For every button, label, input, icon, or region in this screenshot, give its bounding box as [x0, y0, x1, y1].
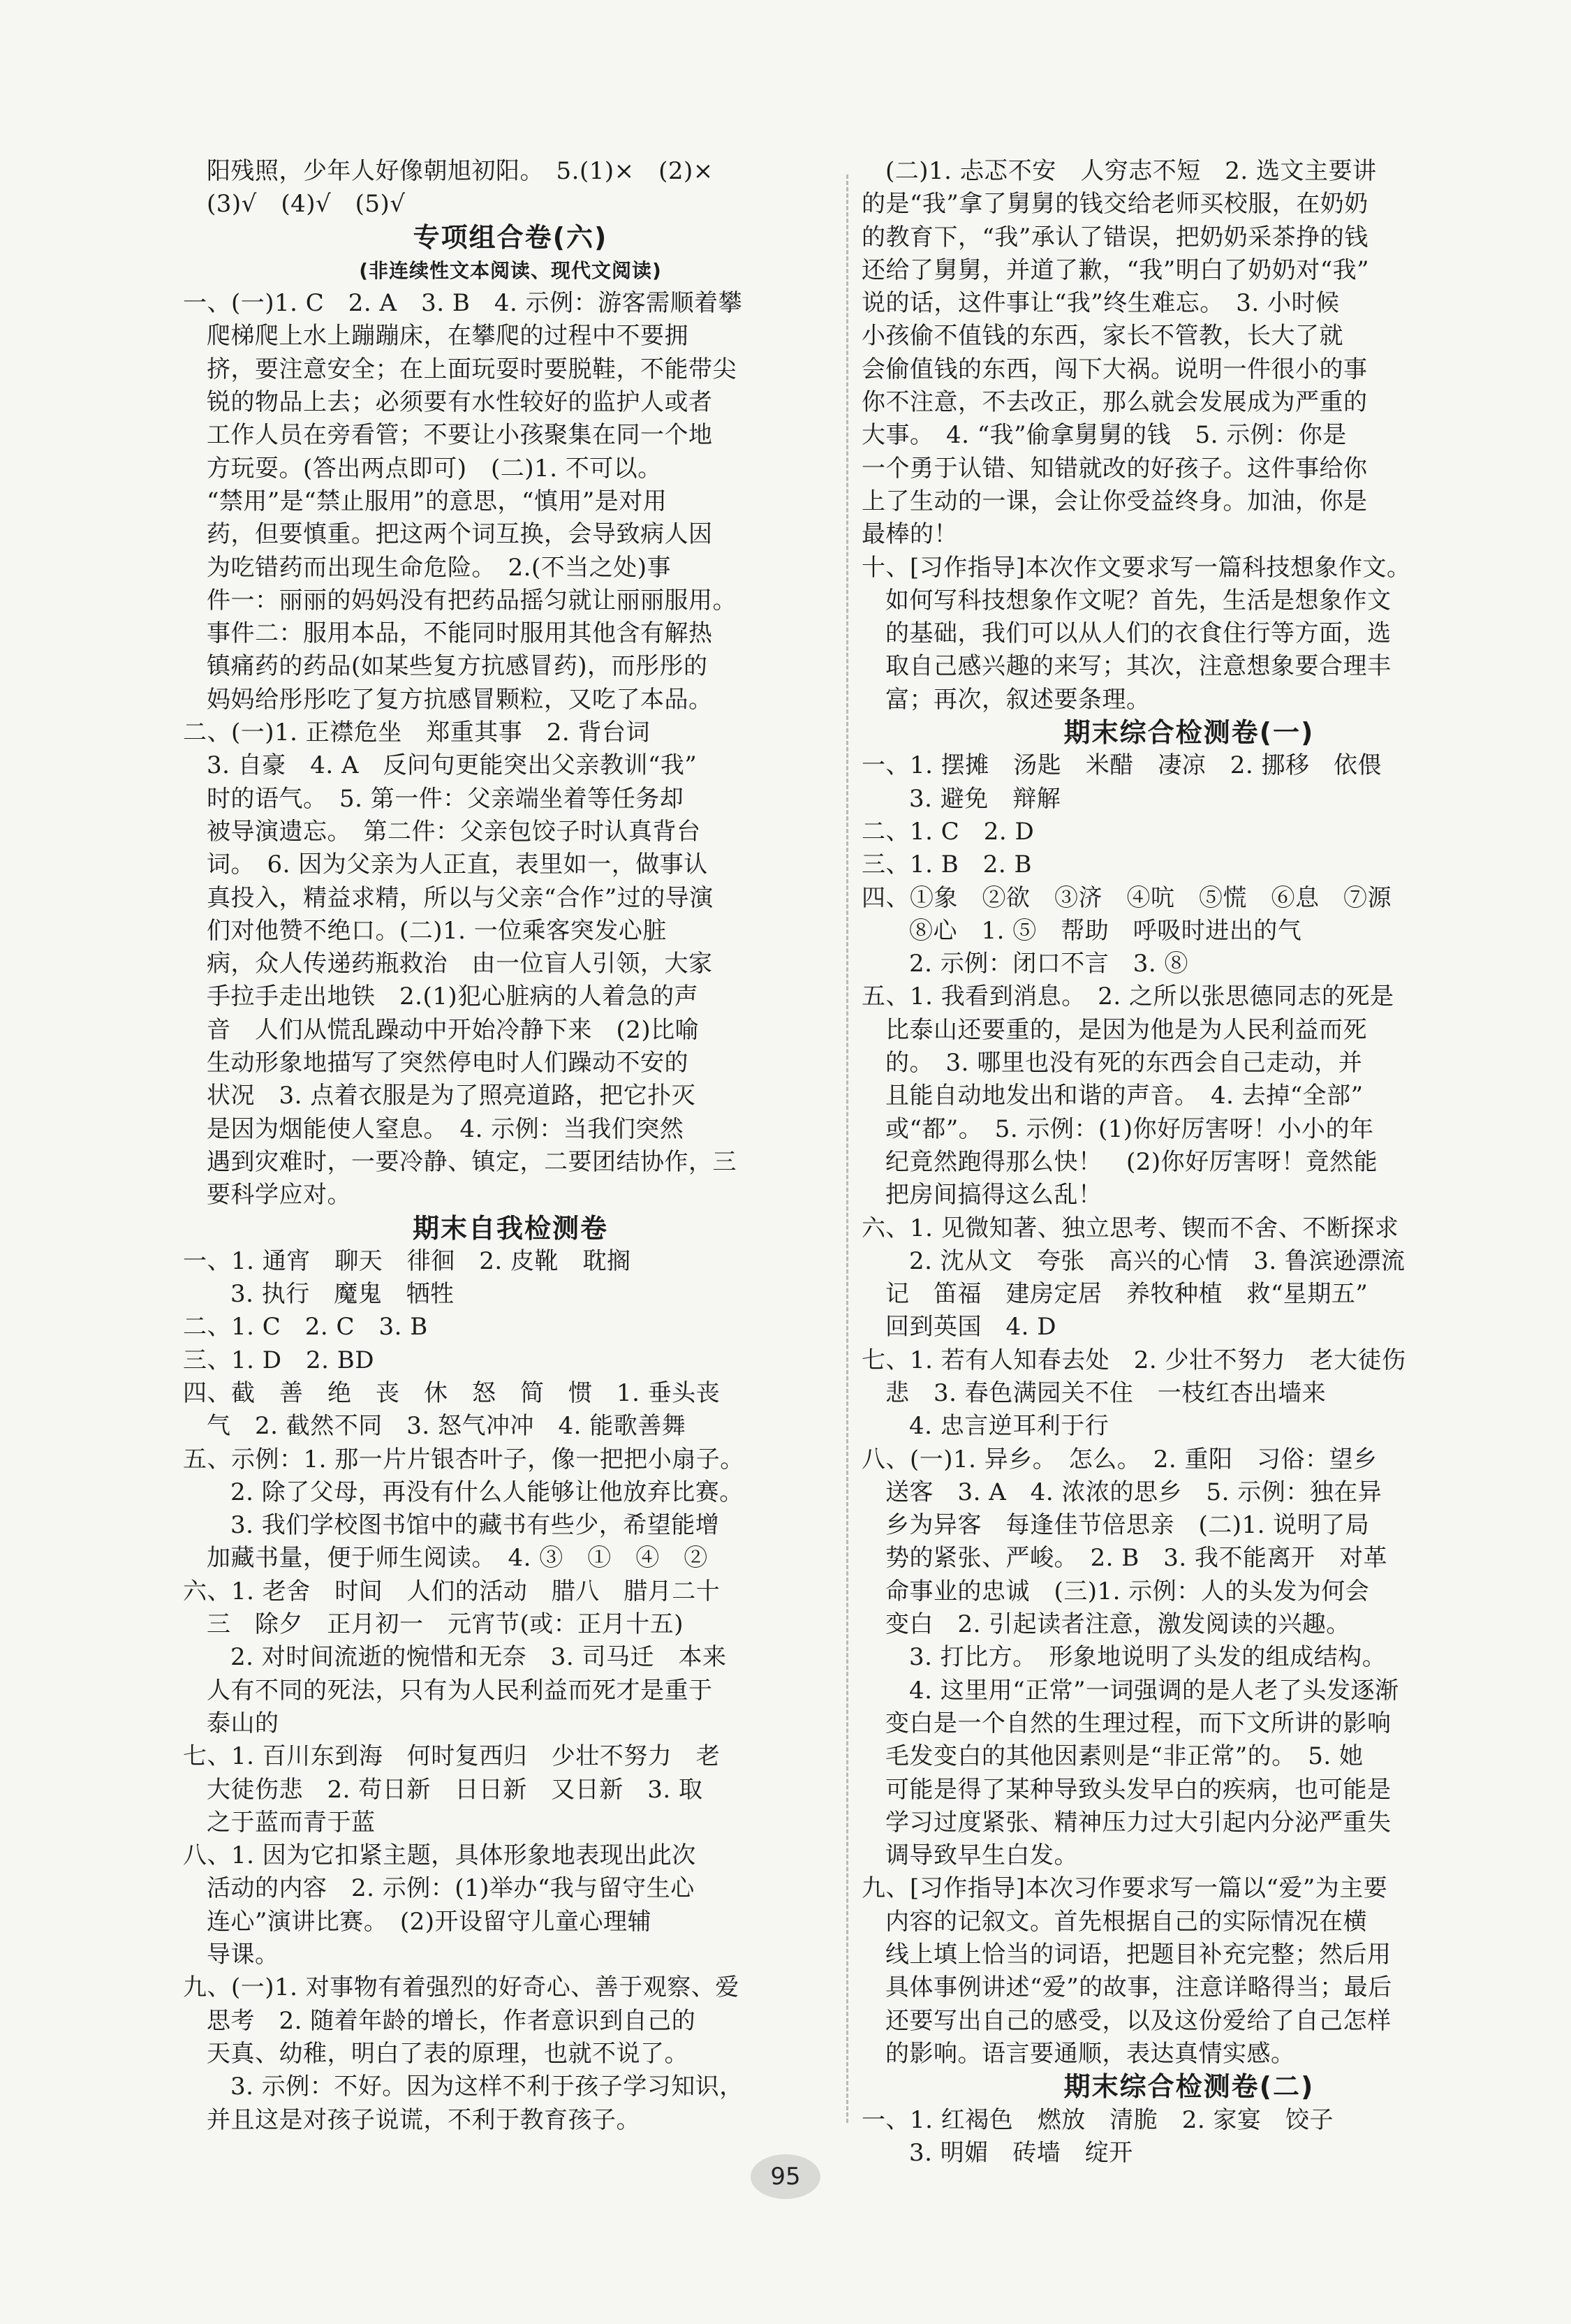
section-subheading-special-6: (非连续性文本阅读、现代文阅读): [359, 258, 662, 282]
section-body-final-comp-1: [862, 749, 1517, 2071]
text-line: 的。 3. 哪里也没有死的东西会自己走动，并: [885, 1049, 1363, 1078]
text-line: 四、截 善 绝 丧 休 怒 简 惯 1. 垂头丧: [183, 1378, 721, 1407]
text-line: 活动的内容 2. 示例：(1)举办“我与留守生心: [207, 1874, 695, 1903]
text-line: 件一：丽丽的妈妈没有把药品摇匀就让丽丽服用。: [207, 586, 737, 615]
text-line: 们对他赞不绝口。(二)1. 一位乘客突发心脏: [207, 916, 667, 945]
text-line: 悲 3. 春色满园关不住 一枝红杏出墙来: [885, 1378, 1327, 1407]
text-line: ⑧心 1. ⑤ 帮助 呼吸时进出的气: [909, 916, 1302, 945]
text-line: 2. 对时间流逝的惋惜和无奈 3. 司马迁 本来: [230, 1643, 727, 1672]
text-line: 会偷值钱的东西，闯下大祸。说明一件很小的事: [862, 355, 1368, 383]
text-line: 是因为烟能使人窒息。 4. 示例：当我们突然: [207, 1115, 684, 1143]
text-line: 比泰山还要重的，是因为他是为人民利益而死: [885, 1015, 1367, 1044]
text-line: 3. 自豪 4. A 反问句更能突出父亲教训“我”: [207, 751, 698, 780]
text-line: 阳残照，少年人好像朝旭初阳。 5.(1)× (2)×: [207, 157, 714, 185]
section-body-final-self: [183, 1245, 838, 2137]
section-body-special-6: [183, 287, 838, 1212]
intro-lines-left: [183, 155, 838, 221]
text-line: 势的紧张、严峻。 2. B 3. 我不能离开 对革: [885, 1544, 1387, 1573]
text-line: 挤，要注意安全；在上面玩耍时要脱鞋，不能带尖: [207, 355, 737, 383]
left-column: [183, 155, 838, 2137]
text-line: 回到英国 4. D: [885, 1313, 1057, 1341]
text-line: 上了生动的一课，会让你受益终身。加油，你是: [862, 487, 1368, 515]
section-heading-final-comp-1: 期末综合检测卷(一): [1063, 717, 1315, 749]
text-line: 六、1. 见微知著、独立思考、锲而不舍、不断探求: [862, 1214, 1399, 1242]
text-line: 病，众人传递药瓶救治 由一位盲人引领，大家: [207, 950, 713, 978]
text-line: 五、示例：1. 那一片片银杏叶子，像一把把小扇子。: [183, 1445, 744, 1473]
text-line: 泰山的: [207, 1709, 279, 1737]
text-line: 药，但要慎重。把这两个词互换，会导致病人因: [207, 520, 713, 549]
text-line: 三、1. D 2. BD: [183, 1346, 374, 1374]
text-line: 爬梯爬上水上蹦蹦床，在攀爬的过程中不要拥: [207, 322, 688, 351]
text-line: 具体事例讲述“爱”的故事，注意详略得当；最后: [885, 1973, 1392, 2002]
text-line: 的影响。语言要通顺，表达真情实感。: [885, 2039, 1295, 2068]
text-line: 导课。: [207, 1941, 279, 1969]
text-line: 一、1. 通宵 聊天 徘徊 2. 皮靴 耽搁: [183, 1246, 631, 1275]
text-line: 小孩偷不值钱的东西，家长不管教，长大了就: [862, 322, 1343, 351]
right-column: [862, 155, 1517, 2170]
text-line: 六、1. 老舍 时间 人们的活动 腊八 腊月二十: [183, 1577, 721, 1605]
text-line: 事件二：服用本品，不能同时服用其他含有解热: [207, 619, 713, 648]
column-divider: [846, 175, 848, 2123]
text-line: 锐的物品上去；必须要有水性较好的监护人或者: [207, 388, 713, 417]
text-line: 4. 这里用“正常”一词强调的是人老了头发逐渐: [909, 1676, 1399, 1705]
section-body-final-comp-2: [862, 2104, 1517, 2170]
text-line: 毛发变白的其他因素则是“非正常”的。 5. 她: [885, 1742, 1364, 1771]
text-line: 九、(一)1. 对事物有着强烈的好奇心、善于观察、爱: [183, 1973, 739, 2002]
text-line: 方玩耍。(答出两点即可) (二)1. 不可以。: [207, 454, 662, 483]
intro-lines-right: [862, 155, 1517, 716]
text-line: 纪竟然跑得那么快！ (2)你好厉害呀！竟然能: [885, 1147, 1378, 1176]
text-line: 命事业的忠诚 (三)1. 示例：人的头发为何会: [885, 1577, 1370, 1605]
text-line: 如何写科技想象作文呢？首先，生活是想象作文: [885, 586, 1392, 615]
text-line: 2. 示例：闭口不言 3. ⑧: [909, 950, 1188, 978]
text-line: 调导致早生白发。: [885, 1841, 1078, 1870]
text-line: 三、1. B 2. B: [862, 851, 1032, 879]
text-line: 记 笛福 建房定居 养牧种植 救“星期五”: [885, 1280, 1369, 1309]
text-line: 的是“我”拿了舅舅的钱交给老师买校服，在奶奶: [862, 190, 1369, 219]
text-line: 要科学应对。: [207, 1181, 351, 1209]
text-line: 3. 我们学校图书馆中的藏书有些少，希望能增: [230, 1511, 720, 1540]
text-line: 乡为异客 每逢佳节倍思亲 (二)1. 说明了局: [885, 1511, 1370, 1540]
text-line: 3. 打比方。 形象地说明了头发的组成结构。: [909, 1643, 1387, 1672]
text-line: 五、1. 我看到消息。 2. 之所以张思德同志的死是: [862, 983, 1394, 1011]
text-line: 学习过度紧张、精神压力过大引起内分泌严重失: [885, 1808, 1392, 1837]
text-line: 被导演遗忘。 第二件：父亲包饺子时认真背台: [207, 817, 701, 846]
text-line: 一、1. 红褐色 燃放 清脆 2. 家宴 饺子: [862, 2105, 1334, 2134]
text-line: 富；再次，叙述要条理。: [885, 685, 1151, 714]
text-line: 手拉手走出地铁 2.(1)犯心脏病的人着急的声: [207, 983, 699, 1011]
text-line: 词。 6. 因为父亲为人正直，表里如一，做事认: [207, 851, 708, 879]
text-line: 一个勇于认错、知错就改的好孩子。这件事给你: [862, 454, 1368, 483]
text-line: 八、1. 因为它扣紧主题，具体形象地表现出此次: [183, 1841, 696, 1870]
text-line: 七、1. 百川东到海 何时复西归 少壮不努力 老: [183, 1742, 721, 1771]
text-line: 气 2. 截然不同 3. 怒气冲冲 4. 能歌善舞: [207, 1412, 686, 1441]
text-line: 人有不同的死法，只有为人民利益而死才是重于: [207, 1676, 713, 1705]
text-line: 的基础，我们可以从人们的衣食住行等方面，选: [885, 619, 1392, 648]
text-line: 大事。 4. “我”偷拿舅舅的钱 5. 示例：你是: [862, 421, 1347, 450]
text-line: 一、(一)1. C 2. A 3. B 4. 示例：游客需顺着攀: [183, 289, 743, 318]
text-line: 大徒伤悲 2. 苟日新 日日新 又日新 3. 取: [207, 1775, 703, 1804]
text-line: 取自己感兴趣的来写；其次，注意想象要合理丰: [885, 652, 1392, 681]
text-line: 3. 执行 魔鬼 牺牲: [230, 1280, 455, 1309]
text-line: 变白是一个自然的生理过程，而下文所讲的影响: [885, 1709, 1392, 1737]
text-line: 为吃错药而出现生命危险。 2.(不当之处)事: [207, 553, 671, 582]
text-line: 把房间搞得这么乱！: [885, 1181, 1102, 1209]
text-line: 3. 避免 辩解: [909, 784, 1061, 813]
text-line: 变白 2. 引起读者注意，激发阅读的兴趣。: [885, 1610, 1350, 1639]
page-number: 95: [751, 2154, 820, 2199]
text-line: 真投入，精益求精，所以与父亲“合作”过的导演: [207, 883, 714, 912]
text-line: 线上填上恰当的词语，把题目补充完整；然后用: [885, 1941, 1392, 1969]
section-heading-final-comp-2: 期末综合检测卷(二): [1063, 2071, 1315, 2103]
text-line: 二、1. C 2. C 3. B: [183, 1313, 428, 1341]
text-line: 思考 2. 随着年龄的增长，作者意识到自己的: [207, 2006, 696, 2035]
text-line: 九、[习作指导]本次习作要求写一篇以“爱”为主要: [862, 1874, 1388, 1903]
text-line: 天真、幼稚，明白了表的原理，也就不说了。: [207, 2039, 688, 2068]
text-line: 八、(一)1. 异乡。 怎么。 2. 重阳 习俗：望乡: [862, 1445, 1378, 1473]
text-line: 一、1. 摆摊 汤匙 米醋 凄凉 2. 挪移 依偎: [862, 751, 1382, 780]
text-line: 最棒的！: [862, 520, 958, 549]
text-line: 还给了舅舅，并道了歉，“我”明白了奶奶对“我”: [862, 256, 1370, 284]
text-line: 妈妈给彤彤吃了复方抗感冒颗粒，又吃了本品。: [207, 685, 713, 714]
text-line: 3. 示例：不好。因为这样不利于孩子学习知识，: [230, 2073, 744, 2101]
text-line: 并且这是对孩子说谎，不利于教育孩子。: [207, 2105, 640, 2134]
text-line: 且能自动地发出和谐的声音。 4. 去掉“全部”: [885, 1082, 1364, 1110]
text-line: 二、1. C 2. D: [862, 817, 1035, 846]
text-line: (3)√ (4)√ (5)√: [207, 190, 406, 219]
text-line: 之于蓝而青于蓝: [207, 1808, 376, 1837]
text-line: 工作人员在旁看管；不要让小孩聚集在同一个地: [207, 421, 713, 450]
text-line: 遇到灾难时，一要冷静、镇定，二要团结协作，三: [207, 1147, 737, 1176]
text-line: 二、(一)1. 正襟危坐 郑重其事 2. 背台词: [183, 719, 651, 747]
text-line: 四、①象 ②欲 ③济 ④吭 ⑤慌 ⑥息 ⑦源: [862, 883, 1392, 912]
text-line: 连心”演讲比赛。 (2)开设留守儿童心理辅: [207, 1907, 652, 1936]
text-line: 还要写出自己的感受，以及这份爱给了自己怎样: [885, 2006, 1392, 2035]
text-line: 时的语气。 5. 第一件：父亲端坐着等任务却: [207, 784, 684, 813]
text-line: 2. 沈从文 夸张 高兴的心情 3. 鲁滨逊漂流: [909, 1246, 1406, 1275]
text-line: 七、1. 若有人知春去处 2. 少壮不努力 老大徒伤: [862, 1346, 1406, 1374]
text-line: 音 人们从慌乱躁动中开始冷静下来 (2)比喻: [207, 1015, 700, 1044]
text-line: “禁用”是“禁止服用”的意思，“慎用”是对用: [207, 487, 668, 515]
text-line: (二)1. 忐忑不安 人穷志不短 2. 选文主要讲: [885, 157, 1377, 185]
text-line: 镇痛药的药品(如某些复方抗感冒药)，而彤彤的: [207, 652, 708, 681]
text-line: 内容的记叙文。首先根据自己的实际情况在横: [885, 1907, 1367, 1936]
text-line: 3. 明媚 砖墙 绽开: [909, 2138, 1133, 2167]
text-line: 三 除夕 正月初一 元宵节(或：正月十五): [207, 1610, 684, 1639]
text-line: 你不注意，不去改正，那么就会发展成为严重的: [862, 388, 1368, 417]
text-line: 4. 忠言逆耳利于行: [909, 1412, 1109, 1441]
text-line: 或“都”。 5. 示例：(1)你好厉害呀！小小的年: [885, 1115, 1374, 1143]
text-line: 的教育下，“我”承认了错误，把奶奶采茶挣的钱: [862, 223, 1369, 251]
text-line: 可能是得了某种导致头发早白的疾病，也可能是: [885, 1775, 1392, 1804]
text-line: 送客 3. A 4. 浓浓的思乡 5. 示例：独在异: [885, 1478, 1382, 1506]
page-number-badge: [751, 2154, 820, 2199]
text-line: 2. 除了父母，再没有什么人能够让他放弃比赛。: [230, 1478, 744, 1506]
text-line: 状况 3. 点着衣服是为了照亮道路，把它扑灭: [207, 1082, 696, 1110]
text-line: 生动形象地描写了突然停电时人们躁动不安的: [207, 1049, 688, 1078]
section-heading-final-self: 期末自我检测卷: [412, 1212, 608, 1244]
section-heading-special-6: 专项组合卷(六): [413, 221, 608, 253]
text-line: 说的话，这件事让“我”终生难忘。 3. 小时候: [862, 289, 1340, 318]
text-line: 加藏书量，便于师生阅读。 4. ③ ① ④ ②: [207, 1544, 708, 1573]
text-line: 十、[习作指导]本次作文要求写一篇科技想象作文。: [862, 553, 1411, 582]
